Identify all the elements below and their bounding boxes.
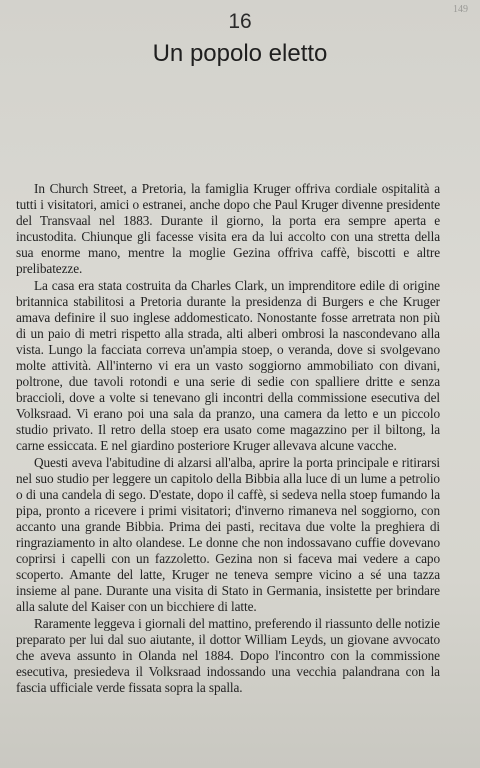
paragraph-4: Raramente leggeva i giornali del mattino, preferendo il riassunto delle notizie preparato per lui dal suo aiutante, il dottor William Leyds, un giovane avvocato che aveva assunto in Olanda nel 1884. Dopo l'incontro con la commissione esecutiva, presiedeva il Volksraad indossando una vecchia palandrana con la fascia ufficiale verde fissata sopra la spalla. bbox=[16, 616, 440, 695]
chapter-number: 16 bbox=[228, 10, 252, 33]
page-number: 149 bbox=[453, 4, 468, 15]
paragraph-1: In Church Street, a Pretoria, la famiglia Kruger offriva cordiale ospitalità a tutti i visitatori, amici o estranei, anche dopo che Paul Kruger divenne presidente del Transvaal nel 1883. Durante il giorno, la porta era sempre aperta e incustodita. Chiunque gli facesse visita era da lui accolto con una stretta della sua enorme mano, mentre la moglie Gezina offriva caffè, biscotti e altre prelibatezze. bbox=[16, 181, 440, 276]
paragraph-2: La casa era stata costruita da Charles Clark, un imprenditore edile di origine britannica stabilitosi a Pretoria durante la presidenza di Burgers e che Kruger amava definire il suo inglese addomesticato. Nonostante fosse arretrata non più di un paio di metri rispetto alla strada, alti alberi ombrosi la nascondevano alla vista. Lungo la facciata correva un'ampia stoep, o veranda, dove si svolgevano molte attività. All'interno vi era un vasto soggiorno ammobiliato con divani, poltrone, due tavoli rotondi e una serie di sedie con spalliere dritte e senza braccioli, dove a volte si tenevano gli incontri della commissione esecutiva del Volksraad. Vi erano poi una sala da pranzo, una camera da letto e un piccolo studio privato. Il retro della stoep era usato come magazzino per il biltong, la carne essiccata. E nel giardino posteriore Kruger allevava alcune vacche. bbox=[16, 278, 440, 453]
paragraph-3: Questi aveva l'abitudine di alzarsi all'alba, aprire la porta principale e ritirarsi nel suo studio per leggere un capitolo della Bibbia alla luce di un lume a petrolio o di una candela di sego. D'estate, dopo il caffè, si sedeva nella stoep fumando la pipa, pronto a ricevere i primi visitatori; d'inverno rimaneva nel soggiorno, con accanto una grande Bibbia. Prima dei pasti, recitava due volte la preghiera di ringraziamento in alto olandese. Le donne che non indossavano cuffie dovevano coprirsi i capelli con un fazzoletto. Gezina non si faceva mai vedere a capo scoperto. Amante del latte, Kruger ne teneva sempre vicino a sé una tazza insieme al pane. Durante una visita di Stato in Germania, insistette per brindare alla salute del Kaiser con un bicchiere di latte. bbox=[16, 455, 440, 614]
chapter-title: Un popolo eletto bbox=[152, 40, 328, 67]
chapter-body bbox=[16, 181, 440, 696]
